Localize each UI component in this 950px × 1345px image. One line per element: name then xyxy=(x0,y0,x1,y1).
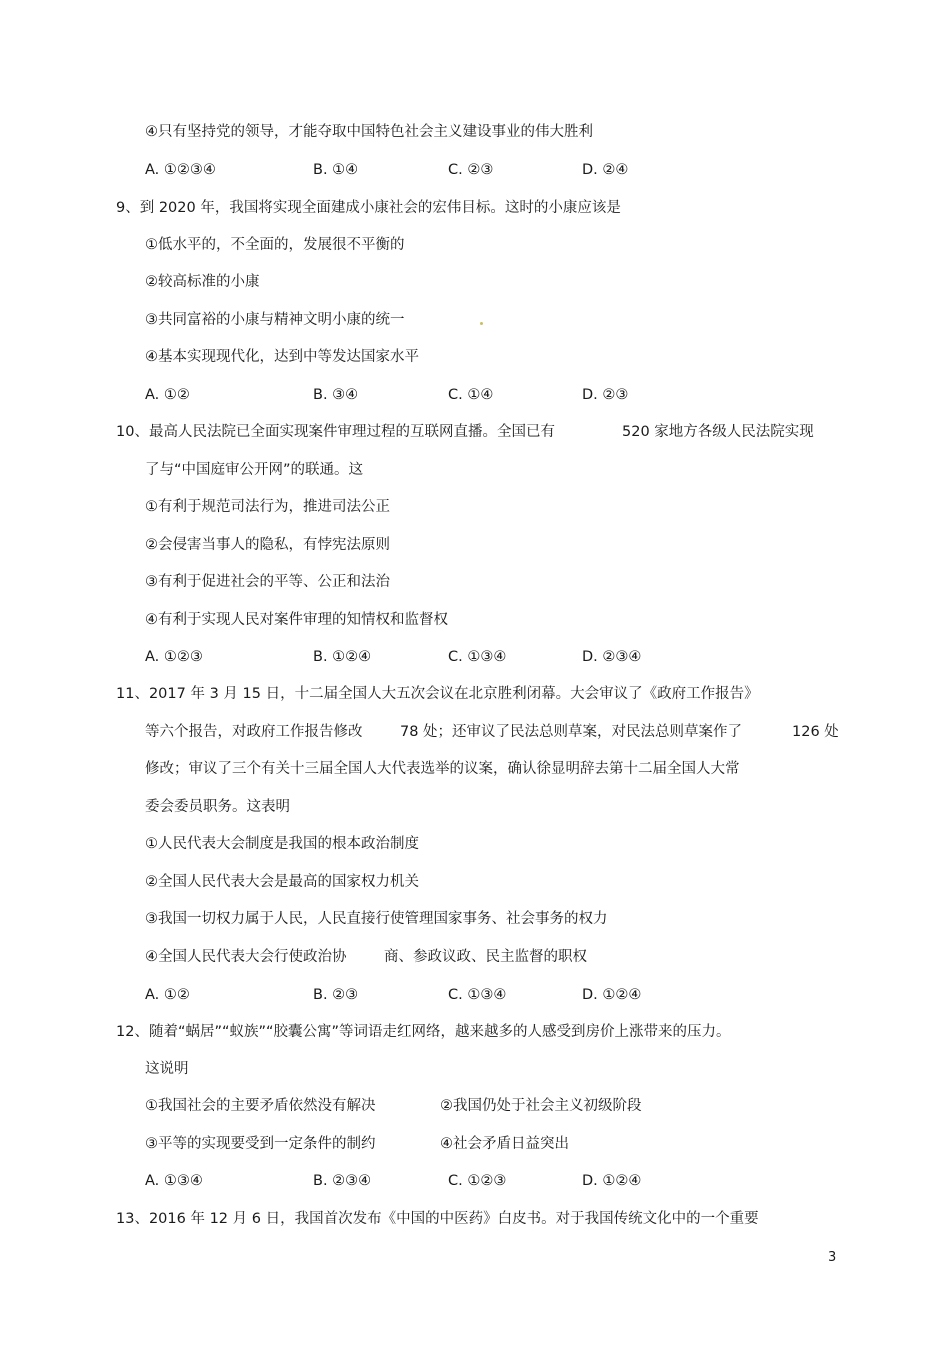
q10-statement-3: ③有利于促进社会的平等、公正和法治 xyxy=(145,574,390,590)
page-number: 3 xyxy=(828,1250,837,1265)
q10-statement-1: ①有利于规范司法行为，推进司法公正 xyxy=(145,499,390,515)
q10-option-a: A. ①②③ xyxy=(145,649,203,665)
q11-option-d: D. ①②④ xyxy=(582,987,642,1003)
q9-option-c: C. ①④ xyxy=(448,387,494,403)
q8-option-d: D. ②④ xyxy=(582,162,629,178)
q11-statement-2: ②全国人民代表大会是最高的国家权力机关 xyxy=(145,874,419,890)
q12-statement-1: ①我国社会的主要矛盾依然没有解决 xyxy=(145,1098,376,1114)
q11-stem-line-1: 11、2017 年 3 月 15 日，十二届全国人大五次会议在北京胜利闭幕。大会审议了《政府工作报告》 xyxy=(116,686,759,702)
q11-option-b: B. ②③ xyxy=(313,987,359,1003)
q9-option-d: D. ②③ xyxy=(582,387,629,403)
q11-stem-line-2b: 78 处；还审议了民法总则草案，对民法总则草案作了 xyxy=(400,724,743,740)
q11-stem-line-2c: 126 处 xyxy=(792,724,839,740)
q12-statement-3: ③平等的实现要受到一定条件的制约 xyxy=(145,1136,376,1152)
q12-option-b: B. ②③④ xyxy=(313,1173,372,1189)
q10-statement-4: ④有利于实现人民对案件审理的知情权和监督权 xyxy=(145,612,448,628)
q10-stem-part-c: 了与“中国庭审公开网”的联通。这 xyxy=(145,462,364,478)
q10-option-c: C. ①③④ xyxy=(448,649,507,665)
q12-stem-line-2: 这说明 xyxy=(145,1061,189,1077)
q8-option-c: C. ②③ xyxy=(448,162,494,178)
q11-statement-4a: ④全国人民代表大会行使政治协 xyxy=(145,949,347,965)
q9-option-a: A. ①② xyxy=(145,387,190,403)
q8-option-a: A. ①②③④ xyxy=(145,162,216,178)
q11-stem-line-3: 修改；审议了三个有关十三届全国人大代表选举的议案，确认徐显明辞去第十二届全国人大常 xyxy=(145,761,740,777)
q12-stem-line-1: 12、随着“蜗居”“蚁族”“胶囊公寓”等词语走红网络，越来越多的人感受到房价上涨带来的压力。 xyxy=(116,1024,731,1040)
q12-option-c: C. ①②③ xyxy=(448,1173,507,1189)
q11-stem-line-2a: 等六个报告，对政府工作报告修改 xyxy=(145,724,363,740)
q12-statement-2: ②我国仍处于社会主义初级阶段 xyxy=(440,1098,642,1114)
q9-stem: 9、到 2020 年，我国将实现全面建成小康社会的宏伟目标。这时的小康应该是 xyxy=(116,200,621,216)
q10-stem-part-b: 520 家地方各级人民法院实现 xyxy=(622,424,814,440)
q11-statement-1: ①人民代表大会制度是我国的根本政治制度 xyxy=(145,836,419,852)
q9-statement-2: ②较高标准的小康 xyxy=(145,274,260,290)
stray-mark xyxy=(480,322,483,325)
q12-statement-4: ④社会矛盾日益突出 xyxy=(440,1136,569,1152)
q12-option-d: D. ①②④ xyxy=(582,1173,642,1189)
q11-stem-line-4: 委会委员职务。这表明 xyxy=(145,799,290,815)
q10-statement-2: ②会侵害当事人的隐私，有悖宪法原则 xyxy=(145,537,390,553)
q11-statement-4b: 商、参政议政、民主监督的职权 xyxy=(384,949,587,965)
q11-option-a: A. ①② xyxy=(145,987,190,1003)
q9-option-b: B. ③④ xyxy=(313,387,359,403)
q8-statement-4: ④只有坚持党的领导，才能夺取中国特色社会主义建设事业的伟大胜利 xyxy=(145,124,593,140)
q9-statement-1: ①低水平的，不全面的，发展很不平衡的 xyxy=(145,237,405,253)
q10-option-d: D. ②③④ xyxy=(582,649,642,665)
q11-option-c: C. ①③④ xyxy=(448,987,507,1003)
q9-statement-4: ④基本实现现代化，达到中等发达国家水平 xyxy=(145,349,419,365)
q11-statement-3: ③我国一切权力属于人民，人民直接行使管理国家事务、社会事务的权力 xyxy=(145,911,608,927)
q8-option-b: B. ①④ xyxy=(313,162,359,178)
q12-option-a: A. ①③④ xyxy=(145,1173,203,1189)
q10-stem-part-a: 10、最高人民法院已全面实现案件审理过程的互联网直播。全国已有 xyxy=(116,424,555,440)
q13-stem: 13、2016 年 12 月 6 日，我国首次发布《中国的中医药》白皮书。对于我国传统文化中的一个重要 xyxy=(116,1211,759,1227)
q9-statement-3: ③共同富裕的小康与精神文明小康的统一 xyxy=(145,312,405,328)
q10-option-b: B. ①②④ xyxy=(313,649,372,665)
